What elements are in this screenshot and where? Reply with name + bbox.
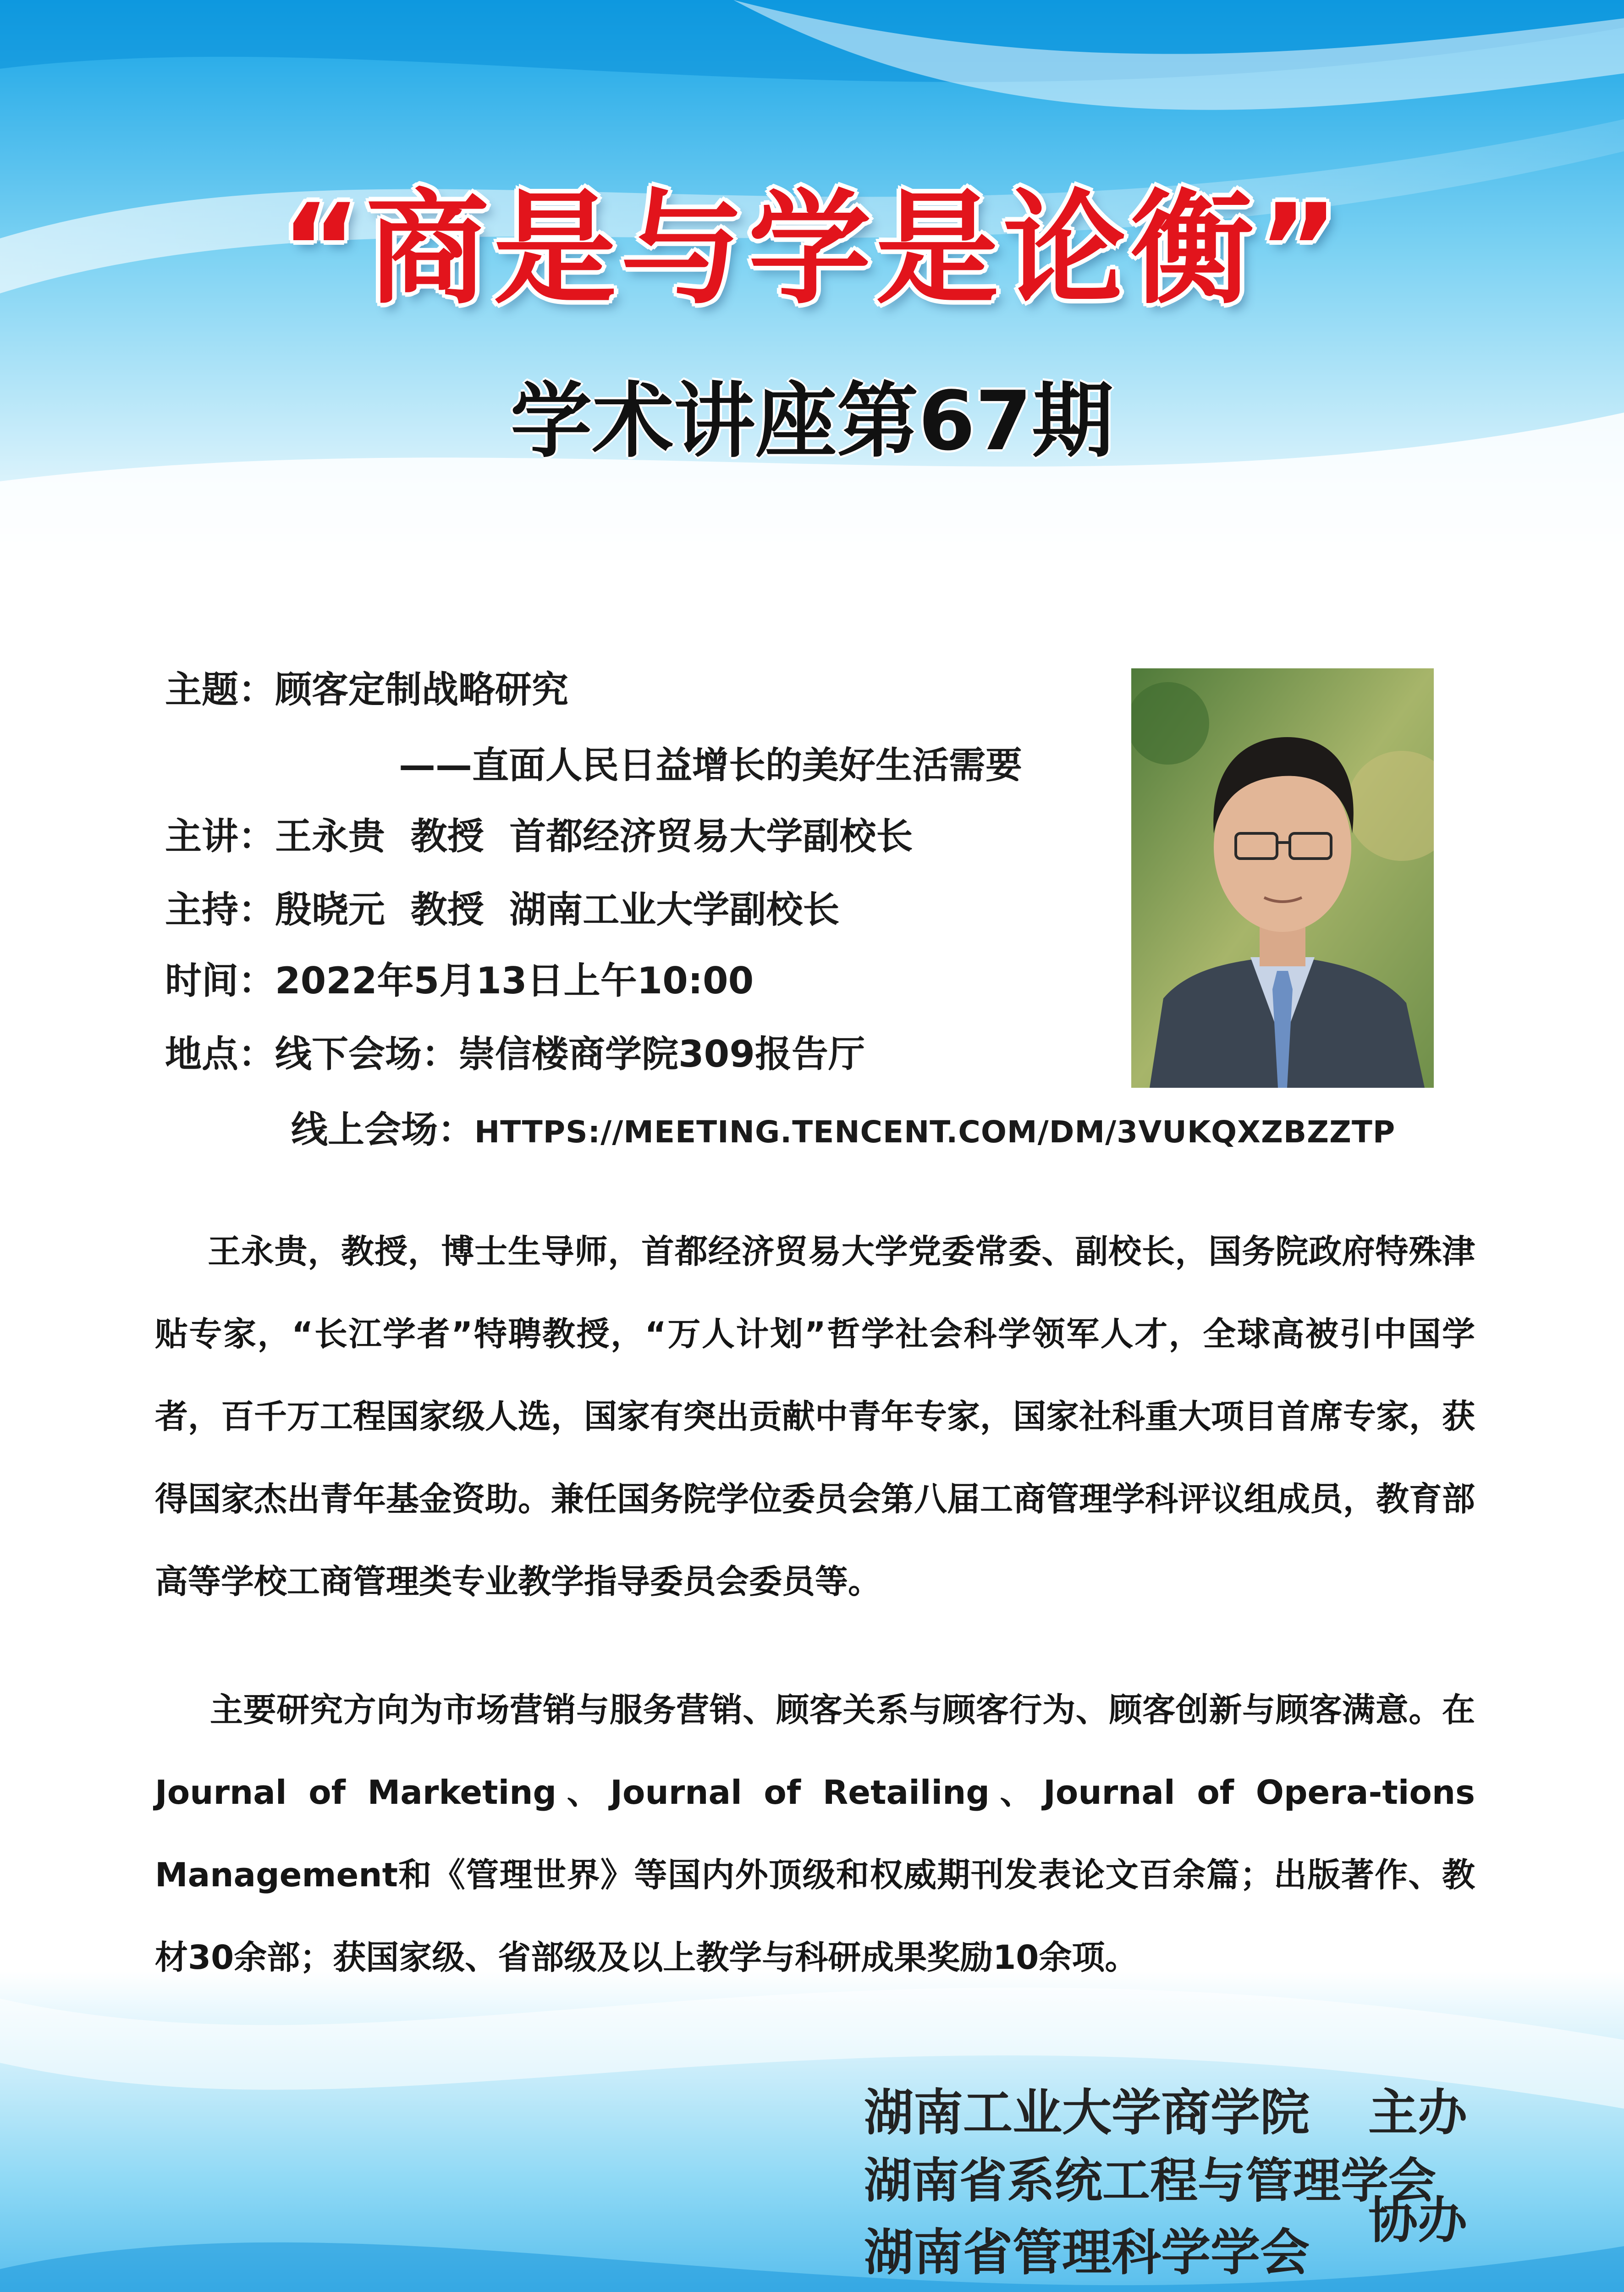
host-role-label: 主办 (1368, 2084, 1468, 2142)
venue-row (165, 1033, 865, 1075)
co-organizer-2: 湖南省管理科学学会 (864, 2224, 1310, 2281)
topic-label: 主题： (165, 668, 275, 711)
subtopic-text: ——直面人民日益增长的美好生活需要 (399, 744, 1022, 787)
online-meeting-link[interactable]: HTTPS://MEETING.TENCENT.COM/DM/3VUKQXZBZZTP (474, 1114, 1396, 1150)
venue-label: 地点： (165, 1033, 275, 1075)
time-label: 时间： (165, 959, 275, 1002)
lecture-issue-title: 学术讲座第67期 (510, 374, 1114, 468)
host-label: 主持： (165, 888, 275, 931)
speaker-text: 王永贵 教授 首都经济贸易大学副校长 (275, 815, 913, 858)
online-venue-label: 线上会场： (291, 1108, 474, 1151)
time-text: 2022年5月13日上午10:00 (275, 959, 754, 1002)
time-row (165, 959, 754, 1002)
co-organizer-1: 湖南省系统工程与管理学会 (864, 2152, 1437, 2209)
speaker-row (165, 815, 913, 858)
topic-row (165, 668, 568, 711)
page-title: “商是与学是论衡” (281, 178, 1343, 321)
offline-venue-text: 线下会场：崇信楼商学院309报告厅 (275, 1033, 865, 1075)
co-host-role-label: 协办 (1368, 2192, 1468, 2249)
bio-paragraph-2: 主要研究方向为市场营销与服务营销、顾客关系与顾客行为、顾客创新与顾客满意。在Journal of Marketing、Journal of Retailing、Journal of Opera-tions Management和《管理世界》等国内外顶级和权威期刊发表论文百余篇；出版著作、教材30余部；获国家级、省部级及以上教学与科研成果奖励10余项。 (155, 1691, 1475, 1977)
host-text: 殷晓元 教授 湖南工业大学副校长 (275, 888, 840, 931)
speaker-portrait-image (1131, 668, 1434, 1088)
host-row (165, 888, 840, 931)
online-venue-row (291, 1108, 1396, 1151)
host-organization: 湖南工业大学商学院 (864, 2084, 1310, 2142)
speaker-label: 主讲： (165, 815, 275, 858)
bio-paragraph-1: 王永贵，教授，博士生导师，首都经济贸易大学党委常委、副校长，国务院政府特殊津贴专家，“长江学者”特聘教授，“万人计划”哲学社会科学领军人才，全球高被引中国学者，百千万工程国家级人选，国家有突出贡献中青年专家，国家社科重大项目首席专家，获得国家杰出青年基金资助。兼任国务院学位委员会第八届工商管理学科评议组成员，教育部高等学校工商管理类专业教学指导委员会委员等。 (155, 1232, 1475, 1601)
topic-text: 顾客定制战略研究 (275, 668, 568, 711)
